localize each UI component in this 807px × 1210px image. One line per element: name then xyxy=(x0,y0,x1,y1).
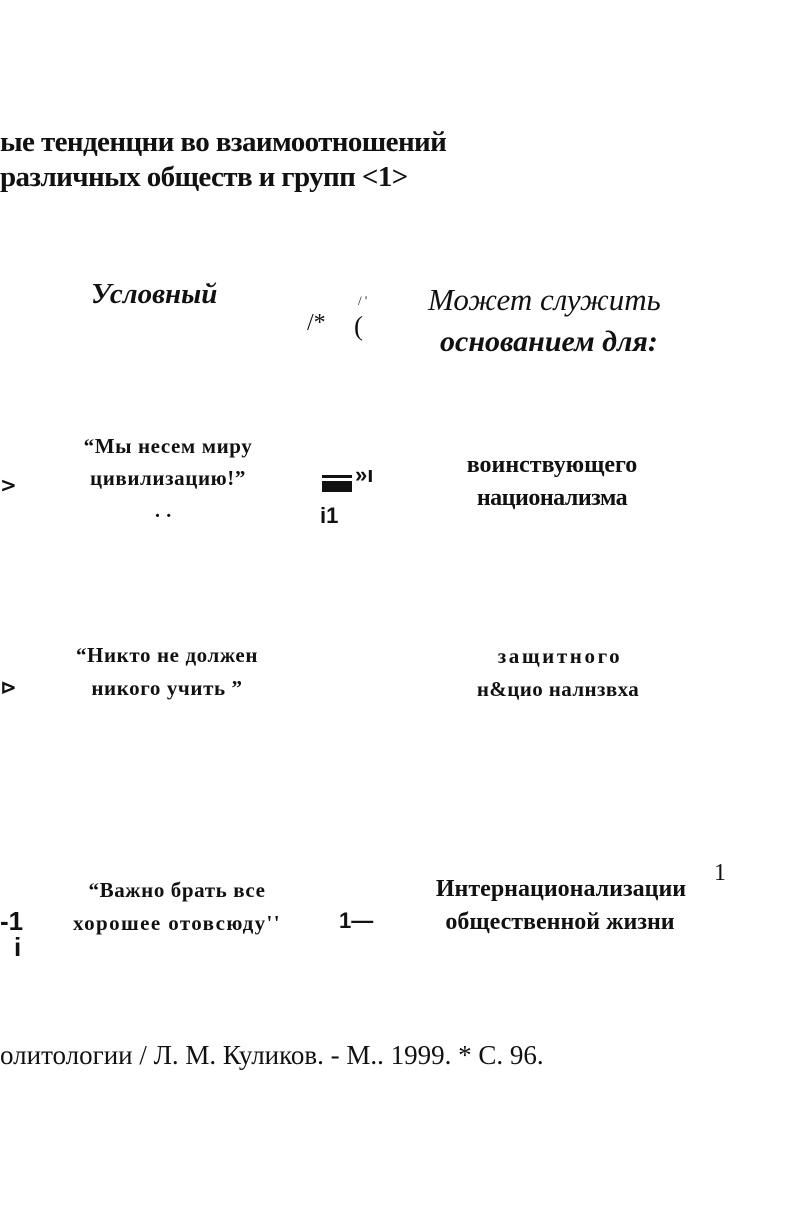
row-2-quote-line-1: “Никто не должен xyxy=(75,643,259,667)
row-1-connector-bar-top xyxy=(322,475,352,478)
right-column-header-line-2: основанием для: xyxy=(440,325,658,358)
row-2-result-line-1: защитного xyxy=(497,644,623,668)
scan-artifact-tick: / ' xyxy=(358,293,368,308)
scan-artifact-slash-star: /* xyxy=(307,310,326,336)
right-column-header-line-1: Может служить xyxy=(428,282,661,317)
row-2-quote-line-2: никого учить ” xyxy=(91,676,243,700)
row-1-quote-dots: . . xyxy=(155,500,172,522)
row-2-result-line-2: н&цио налнзвха xyxy=(476,677,640,701)
row-3-connector-mark: 1— xyxy=(339,908,374,933)
row-3-result-superscript: 1 xyxy=(714,860,726,886)
row-1-quote-line-2: цивилизацию!” xyxy=(90,466,246,490)
source-citation: олитологии / Л. М. Куликов. - М.. 1999. * С. 96. xyxy=(0,1040,544,1070)
row-1-connector-bar xyxy=(322,481,352,492)
left-column-header: Условный xyxy=(91,278,218,310)
row-1-connector-mark: »ı xyxy=(355,462,374,487)
scan-artifact-paren: ( xyxy=(354,311,363,341)
row-3-quote-line-2: хорошее отовсюду'' xyxy=(73,911,281,935)
document-title-line-1: ые тенденцни во взаимоотношений xyxy=(0,126,447,158)
row-1-left-arrow: > xyxy=(0,473,17,497)
document-title-line-2: различных обществ и групп <1> xyxy=(0,161,408,193)
row-2-left-arrow: ⊳ xyxy=(0,675,17,699)
row-3-result-line-2: общественной жизни xyxy=(445,909,675,935)
row-3-left-mark-low: i xyxy=(14,932,22,962)
row-3-left-mark: -1 xyxy=(0,906,24,936)
row-1-result-line-2: национализма xyxy=(476,485,628,511)
row-3-quote-line-1: “Важно брать все xyxy=(88,878,266,902)
row-1-result-line-1: воинствующего xyxy=(466,452,638,478)
row-1-connector-mark-low: i1 xyxy=(320,503,339,528)
row-3-result-line-1: Интернационализации xyxy=(435,876,687,902)
row-1-quote-line-1: “Мы несем миру xyxy=(83,434,253,458)
